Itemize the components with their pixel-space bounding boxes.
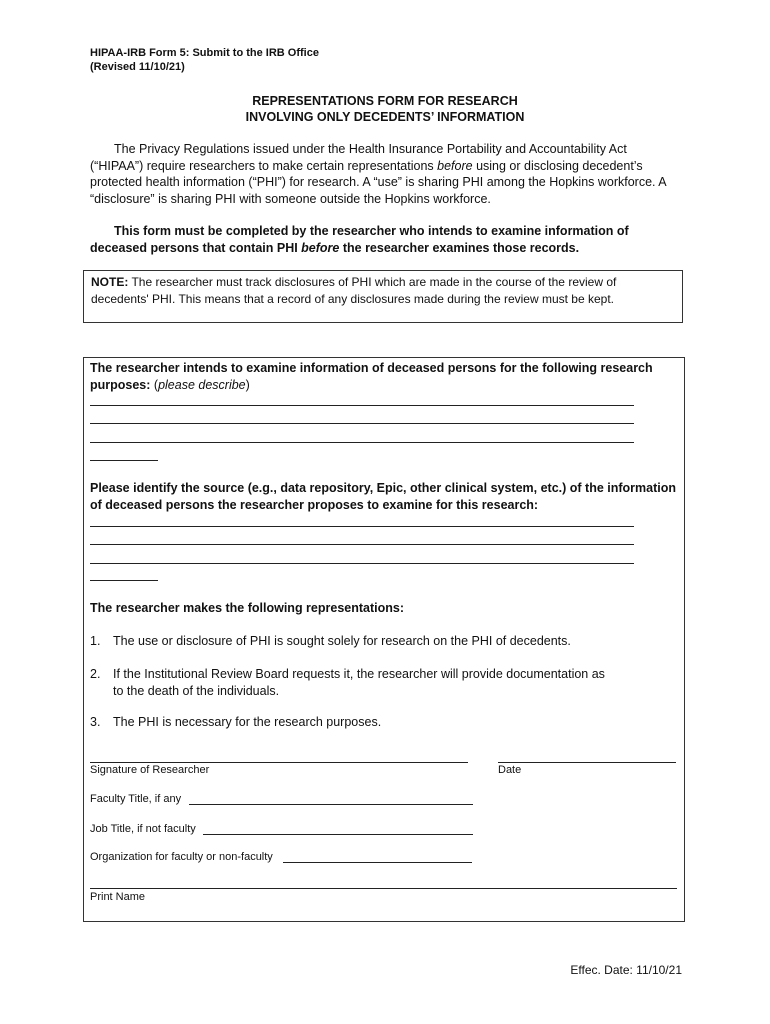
organization-label: Organization for faculty or non-faculty bbox=[90, 851, 273, 863]
research-purpose-line-2[interactable] bbox=[90, 423, 634, 424]
revision-date: (Revised 11/10/21) bbox=[90, 61, 185, 73]
date-line[interactable] bbox=[498, 762, 676, 763]
instruction-paragraph bbox=[90, 223, 680, 256]
title-line-1: REPRESENTATIONS FORM FOR RESEARCH bbox=[252, 94, 518, 108]
signature-line[interactable] bbox=[90, 762, 468, 763]
data-source-line-4[interactable] bbox=[90, 580, 158, 581]
form-title bbox=[90, 93, 680, 125]
research-purpose-line-1[interactable] bbox=[90, 405, 634, 406]
title-line-2: INVOLVING ONLY DECEDENTS’ INFORMATION bbox=[245, 110, 525, 124]
research-purpose-hint: please describe bbox=[158, 377, 246, 392]
representation-item: 2. If the Institutional Review Board requests it, the researcher will provide documentation as to the death of the individuals. bbox=[90, 667, 605, 698]
research-purpose-line-4[interactable] bbox=[90, 460, 158, 461]
note-label: NOTE: bbox=[91, 275, 129, 289]
faculty-title-label: Faculty Title, if any bbox=[90, 793, 182, 805]
research-purpose-line-3[interactable] bbox=[90, 442, 634, 443]
research-purpose-label: The researcher intends to examine information of deceased persons for the following research purposes: bbox=[90, 361, 653, 392]
intro-paragraph bbox=[90, 141, 680, 207]
effective-date: Effec. Date: 11/10/21 bbox=[570, 963, 682, 977]
note-box bbox=[83, 270, 683, 323]
representation-item: 1. The use or disclosure of PHI is sought solely for research on the PHI of decedents. bbox=[90, 634, 571, 648]
intro-italic: before bbox=[437, 158, 473, 173]
faculty-title-field[interactable] bbox=[189, 804, 473, 805]
date-label: Date bbox=[498, 764, 522, 776]
research-purpose-question: The researcher intends to examine information of deceased persons for the following research purposes: (please describe) bbox=[90, 361, 653, 392]
instruction-italic: before bbox=[301, 240, 340, 255]
job-title-field[interactable] bbox=[203, 834, 473, 835]
print-name-line[interactable] bbox=[90, 888, 677, 889]
data-source-line-1[interactable] bbox=[90, 526, 634, 527]
intro-text-2: using or disclosing decedent’s protected health information (“PHI”) for research. A “use” is sharing PHI among the Hopkins workforce. A “disclosure” is sharing PHI with someone outside the Hopkins workforce. bbox=[90, 158, 666, 206]
instruction-text-2: the researcher examines those records. bbox=[339, 240, 580, 255]
signature-label: Signature of Researcher bbox=[90, 764, 210, 776]
data-source-question: Please identify the source (e.g., data repository, Epic, other clinical system, etc.) of the information of deceased persons the researcher proposes to examine for this research: bbox=[90, 481, 677, 512]
representations-heading: The researcher makes the following representations: bbox=[90, 601, 404, 615]
form-id: HIPAA-IRB Form 5: Submit to the IRB Office bbox=[90, 47, 319, 59]
note-text: The researcher must track disclosures of PHI which are made in the course of the review of decedents' PHI. This means that a record of any disclosures made during the review must be kept. bbox=[91, 275, 617, 306]
data-source-line-2[interactable] bbox=[90, 544, 634, 545]
form-header bbox=[90, 46, 319, 74]
representation-item: 3. The PHI is necessary for the research purposes. bbox=[90, 715, 382, 729]
data-source-line-3[interactable] bbox=[90, 563, 634, 564]
print-name-label: Print Name bbox=[90, 891, 146, 903]
intro-text-1: The Privacy Regulations issued under the Health Insurance Portability and Accountability Act (“HIPAA”) require researchers to make certain representations bbox=[90, 142, 627, 173]
organization-field[interactable] bbox=[283, 862, 472, 863]
job-title-label: Job Title, if not faculty bbox=[90, 823, 196, 835]
instruction-text-1: This form must be completed by the researcher who intends to examine information of deceased persons that contain PHI bbox=[90, 224, 629, 255]
